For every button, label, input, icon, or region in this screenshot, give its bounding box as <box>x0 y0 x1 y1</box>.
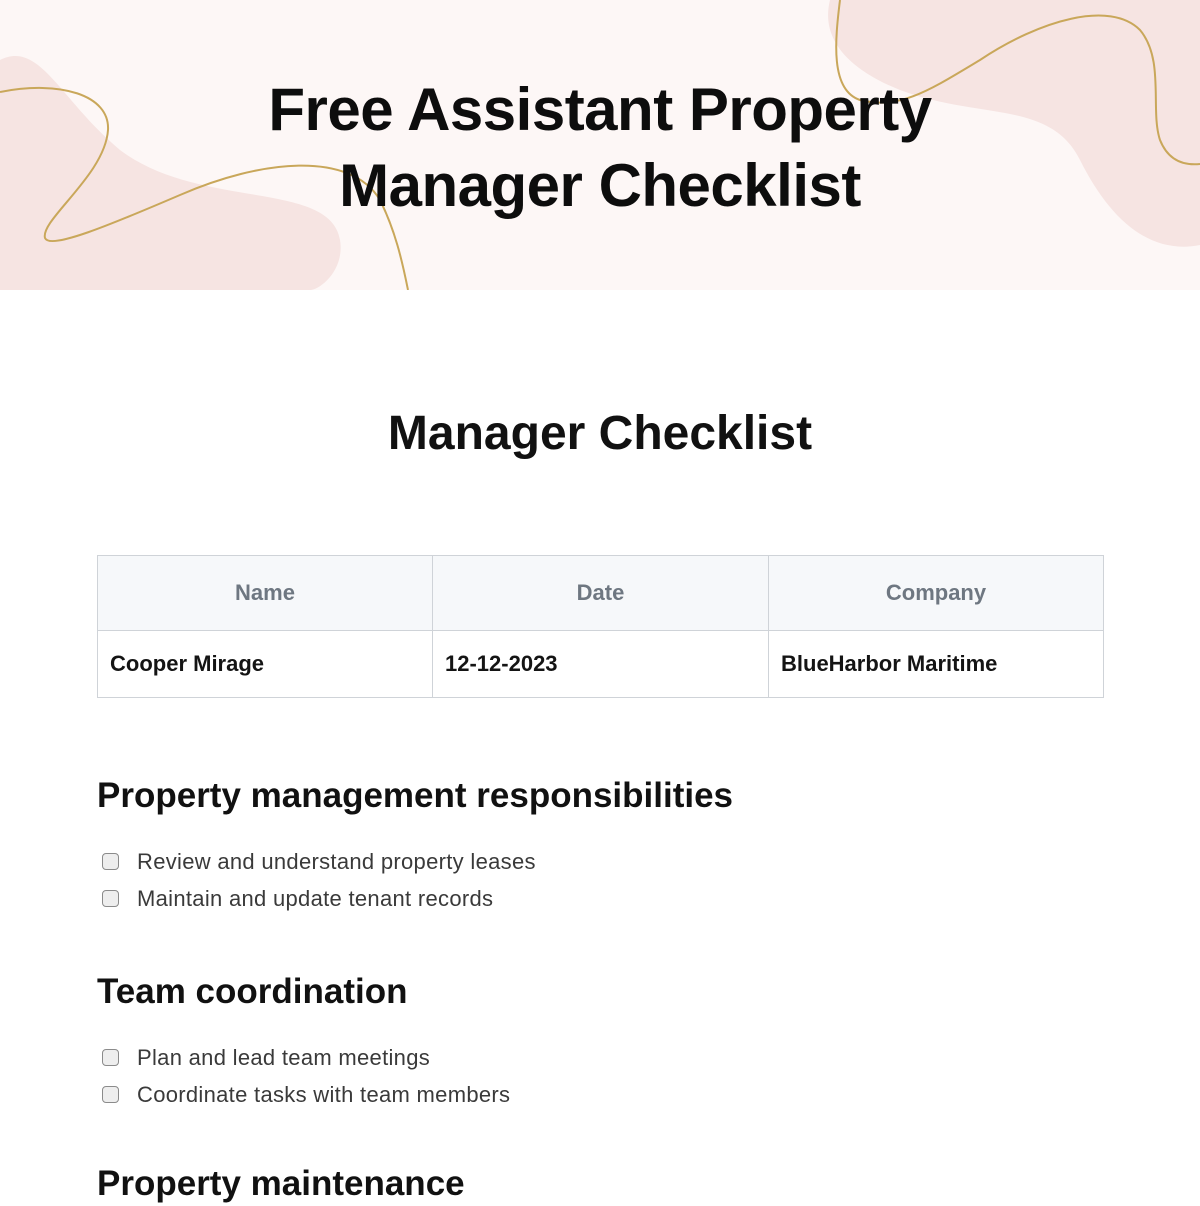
checklist-item-label: Coordinate tasks with team members <box>137 1081 511 1107</box>
table-row <box>98 631 1104 698</box>
cell-name: Cooper Mirage <box>98 631 433 698</box>
info-table <box>97 555 1104 698</box>
header-company: Company <box>769 556 1104 631</box>
header-banner <box>0 0 1200 290</box>
page-title <box>0 72 1200 224</box>
checklist-item-label: Review and understand property leases <box>137 848 536 874</box>
page-title-line-1: Free Assistant Property <box>268 76 932 143</box>
header-name: Name <box>98 556 433 631</box>
checklist-item[interactable] <box>100 1039 510 1076</box>
info-table-header-row <box>98 556 1104 631</box>
cell-company: BlueHarbor Maritime <box>769 631 1104 698</box>
section-title: Manager Checklist <box>387 407 813 460</box>
checklist-item-label: Plan and lead team meetings <box>137 1044 431 1070</box>
header-date: Date <box>433 556 769 631</box>
checklist-property-management <box>100 843 536 917</box>
checklist-team-coordination <box>100 1039 510 1113</box>
group-heading-property-maintenance: Property maintenance <box>97 1164 465 1203</box>
checklist-item[interactable] <box>100 843 536 880</box>
checklist-item-label: Maintain and update tenant records <box>137 885 494 911</box>
checkbox[interactable] <box>102 1086 119 1103</box>
group-heading-team-coordination: Team coordination <box>97 972 408 1011</box>
cell-date: 12-12-2023 <box>433 631 769 698</box>
checkbox[interactable] <box>102 853 119 870</box>
checklist-item[interactable] <box>100 880 536 917</box>
page-title-line-2: Manager Checklist <box>339 152 861 219</box>
group-heading-property-management: Property management responsibilities <box>97 776 734 815</box>
checkbox[interactable] <box>102 1049 119 1066</box>
checklist-item[interactable] <box>100 1076 510 1113</box>
checkbox[interactable] <box>102 890 119 907</box>
